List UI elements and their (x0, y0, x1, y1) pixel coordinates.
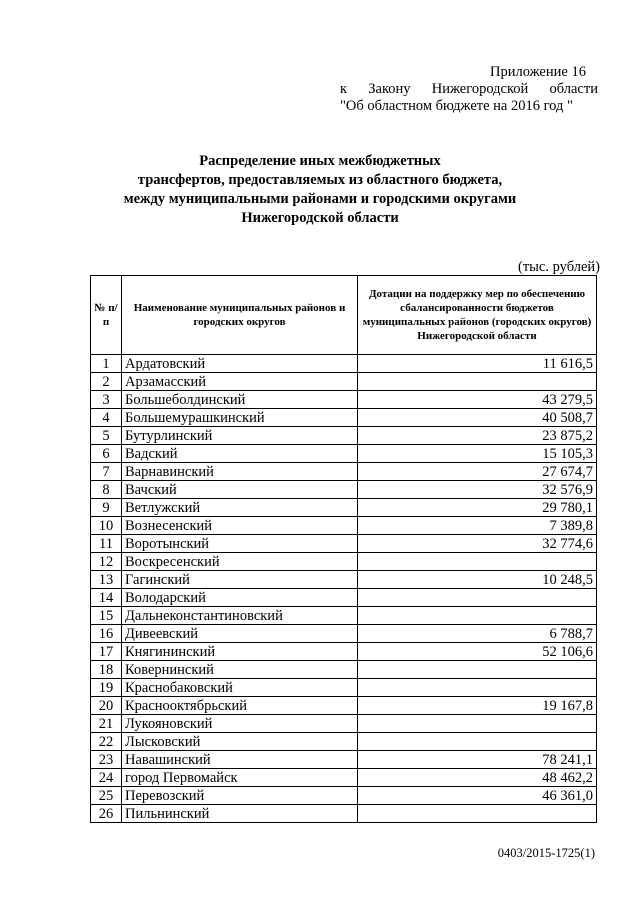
table-row (91, 751, 597, 769)
municipality-name: Дальнеконстантиновский (122, 607, 358, 625)
subsidy-amount (358, 805, 597, 823)
subsidy-amount: 19 167,8 (358, 697, 597, 715)
municipality-name: Володарский (122, 589, 358, 607)
subsidy-amount: 11 616,5 (358, 355, 597, 373)
row-number: 22 (91, 733, 122, 751)
row-number: 25 (91, 787, 122, 805)
row-number: 9 (91, 499, 122, 517)
table-row (91, 355, 597, 373)
table-row (91, 373, 597, 391)
municipality-name: Ветлужский (122, 499, 358, 517)
subsidy-amount: 32 774,6 (358, 535, 597, 553)
table-row (91, 625, 597, 643)
municipality-name: Гагинский (122, 571, 358, 589)
subsidy-amount: 29 780,1 (358, 499, 597, 517)
municipality-name: Перевозский (122, 787, 358, 805)
municipality-name: Вознесенский (122, 517, 358, 535)
table-row (91, 409, 597, 427)
row-number: 6 (91, 445, 122, 463)
table-row (91, 769, 597, 787)
table-row (91, 733, 597, 751)
units-label: (тыс. рублей) (518, 259, 600, 275)
subsidy-amount: 6 788,7 (358, 625, 597, 643)
subsidy-amount (358, 553, 597, 571)
table-row (91, 679, 597, 697)
title-line: Нижегородской области (241, 210, 399, 226)
municipality-name: город Первомайск (122, 769, 358, 787)
row-number: 14 (91, 589, 122, 607)
title-line: трансфертов, предоставляемых из областного бюджета, (137, 172, 503, 188)
municipality-name: Бутурлинский (122, 427, 358, 445)
municipality-name: Ардатовский (122, 355, 358, 373)
subsidy-amount (358, 715, 597, 733)
appendix-number: Приложение 16 (490, 64, 586, 80)
appendix-word: к (340, 81, 348, 97)
row-number: 13 (91, 571, 122, 589)
header-value: Дотации на поддержку мер по обеспечению сбалансированности бюджетов муниципальных районов (городских округов) Нижегородской области (358, 276, 597, 355)
municipality-name: Варнавинский (122, 463, 358, 481)
subsidy-amount: 15 105,3 (358, 445, 597, 463)
row-number: 18 (91, 661, 122, 679)
municipality-name: Вачский (122, 481, 358, 499)
title-line: Распределение иных межбюджетных (199, 153, 441, 169)
row-number: 4 (91, 409, 122, 427)
subsidy-amount (358, 679, 597, 697)
table-row (91, 787, 597, 805)
appendix-law-title: "Об областном бюджете на 2016 год " (340, 98, 573, 114)
title-line: между муниципальными районами и городскими округами (123, 191, 517, 207)
row-number: 23 (91, 751, 122, 769)
municipality-name: Лукояновский (122, 715, 358, 733)
row-number: 10 (91, 517, 122, 535)
subsidy-amount: 32 576,9 (358, 481, 597, 499)
row-number: 2 (91, 373, 122, 391)
row-number: 16 (91, 625, 122, 643)
table-row (91, 661, 597, 679)
municipality-name: Большеболдинский (122, 391, 358, 409)
table-row (91, 535, 597, 553)
table-body (91, 355, 597, 823)
row-number: 7 (91, 463, 122, 481)
row-number: 17 (91, 643, 122, 661)
table-row (91, 517, 597, 535)
row-number: 15 (91, 607, 122, 625)
subsidy-amount: 46 361,0 (358, 787, 597, 805)
municipality-name: Вадский (122, 445, 358, 463)
table-row (91, 571, 597, 589)
table-row (91, 589, 597, 607)
table-row (91, 697, 597, 715)
table-row (91, 445, 597, 463)
appendix-word: Закону (368, 81, 411, 97)
row-number: 24 (91, 769, 122, 787)
document-title (100, 152, 540, 228)
row-number: 1 (91, 355, 122, 373)
municipality-name: Воскресенский (122, 553, 358, 571)
table-row (91, 481, 597, 499)
table-row (91, 607, 597, 625)
subsidy-amount: 78 241,1 (358, 751, 597, 769)
row-number: 20 (91, 697, 122, 715)
municipality-name: Краснооктябрьский (122, 697, 358, 715)
subsidy-amount: 23 875,2 (358, 427, 597, 445)
municipality-name: Арзамасский (122, 373, 358, 391)
table-row (91, 391, 597, 409)
subsidy-amount (358, 589, 597, 607)
document-code: 0403/2015-1725(1) (497, 846, 595, 860)
subsidy-amount (358, 373, 597, 391)
row-number: 19 (91, 679, 122, 697)
table-row (91, 463, 597, 481)
municipality-name: Большемурашкинский (122, 409, 358, 427)
appendix-word: области (549, 81, 598, 97)
subsidy-amount: 7 389,8 (358, 517, 597, 535)
municipality-name: Воротынский (122, 535, 358, 553)
subsidy-amount (358, 733, 597, 751)
subsidy-amount (358, 661, 597, 679)
municipality-name: Княгининский (122, 643, 358, 661)
appendix-word: Нижегородской (431, 81, 529, 97)
table-row (91, 643, 597, 661)
subsidy-amount (358, 607, 597, 625)
subsidy-amount: 40 508,7 (358, 409, 597, 427)
subsidy-amount: 43 279,5 (358, 391, 597, 409)
table-row (91, 553, 597, 571)
header-number: № п/п (91, 276, 122, 355)
municipality-name: Ковернинский (122, 661, 358, 679)
header-name: Наименование муниципальных районов и городских округов (122, 276, 358, 355)
row-number: 5 (91, 427, 122, 445)
appendix-law-reference (340, 81, 598, 98)
municipality-name: Дивеевский (122, 625, 358, 643)
municipality-name: Навашинский (122, 751, 358, 769)
table-row (91, 499, 597, 517)
subsidy-amount: 10 248,5 (358, 571, 597, 589)
row-number: 11 (91, 535, 122, 553)
row-number: 8 (91, 481, 122, 499)
subsidy-amount: 27 674,7 (358, 463, 597, 481)
row-number: 3 (91, 391, 122, 409)
municipality-name: Краснобаковский (122, 679, 358, 697)
table-row (91, 805, 597, 823)
municipality-name: Лысковский (122, 733, 358, 751)
row-number: 26 (91, 805, 122, 823)
row-number: 21 (91, 715, 122, 733)
subsidies-table (90, 275, 597, 823)
subsidy-amount: 52 106,6 (358, 643, 597, 661)
subsidy-amount: 48 462,2 (358, 769, 597, 787)
table-row (91, 427, 597, 445)
municipality-name: Пильнинский (122, 805, 358, 823)
appendix-header (340, 64, 598, 115)
row-number: 12 (91, 553, 122, 571)
table-header-row (91, 276, 597, 355)
table-row (91, 715, 597, 733)
